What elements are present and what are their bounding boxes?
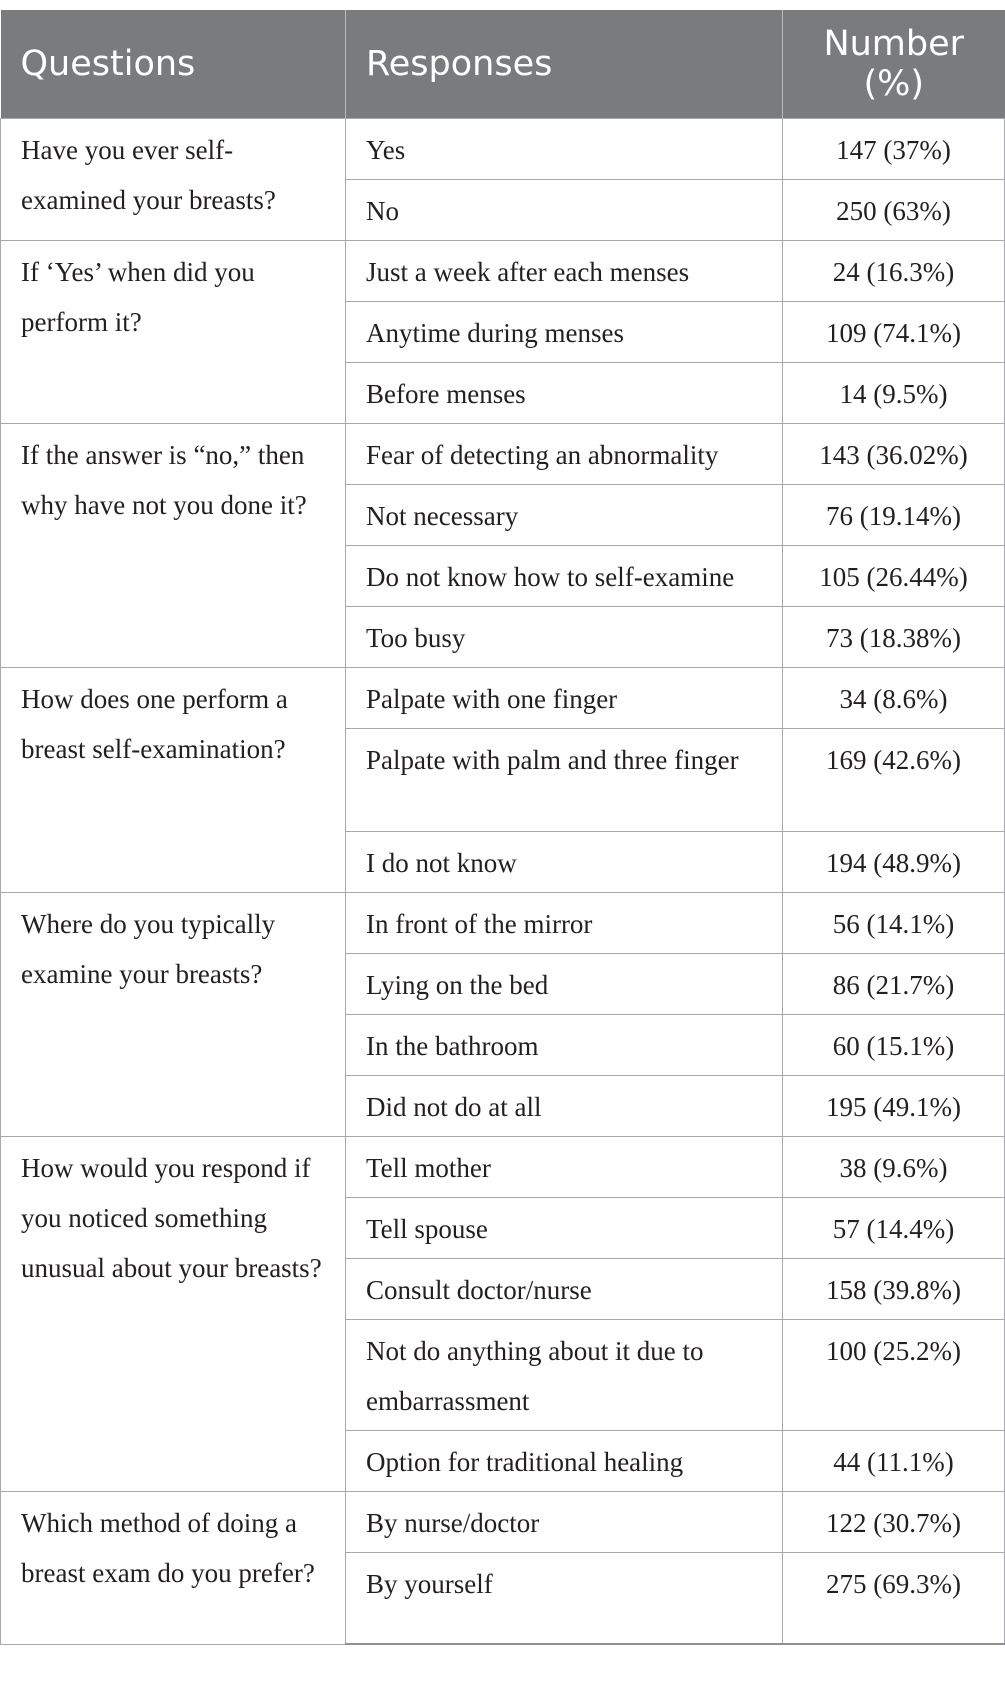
number-cell: 158 (39.8%): [783, 1258, 1005, 1319]
number-cell: 194 (48.9%): [783, 831, 1005, 892]
response-cell: Fear of detecting an abnormality: [346, 423, 783, 484]
response-cell: Lying on the bed: [346, 953, 783, 1014]
response-cell: Not necessary: [346, 484, 783, 545]
table-row: [1, 118, 1005, 179]
table-row: [1, 892, 1005, 953]
number-cell: 44 (11.1%): [783, 1430, 1005, 1491]
question-cell: How does one perform a breast self-examination?: [1, 667, 346, 892]
response-cell: Palpate with one finger: [346, 667, 783, 728]
question-cell: Which method of doing a breast exam do you prefer?: [1, 1491, 346, 1644]
number-cell: 275 (69.3%): [783, 1552, 1005, 1644]
response-cell: Before menses: [346, 362, 783, 423]
number-cell: 60 (15.1%): [783, 1014, 1005, 1075]
table-header: [1, 10, 1005, 118]
question-cell: If ‘Yes’ when did you perform it?: [1, 240, 346, 423]
response-cell: Yes: [346, 118, 783, 179]
number-cell: 195 (49.1%): [783, 1075, 1005, 1136]
number-cell: 143 (36.02%): [783, 423, 1005, 484]
question-cell: Have you ever self-examined your breasts?: [1, 118, 346, 240]
table-row: [1, 1136, 1005, 1197]
response-cell: Did not do at all: [346, 1075, 783, 1136]
response-cell: Anytime during menses: [346, 301, 783, 362]
number-cell: 76 (19.14%): [783, 484, 1005, 545]
table-body: [1, 118, 1005, 1644]
number-cell: 56 (14.1%): [783, 892, 1005, 953]
number-cell: 24 (16.3%): [783, 240, 1005, 301]
response-cell: Tell mother: [346, 1136, 783, 1197]
header-responses: Responses: [346, 10, 783, 118]
response-cell: Tell spouse: [346, 1197, 783, 1258]
response-cell: Just a week after each menses: [346, 240, 783, 301]
table-row: [1, 240, 1005, 301]
table-row: [1, 423, 1005, 484]
number-cell: 34 (8.6%): [783, 667, 1005, 728]
question-cell: If the answer is “no,” then why have not you done it?: [1, 423, 346, 667]
response-cell: By nurse/doctor: [346, 1491, 783, 1552]
response-cell: In the bathroom: [346, 1014, 783, 1075]
response-cell: Consult doctor/nurse: [346, 1258, 783, 1319]
response-cell: No: [346, 179, 783, 240]
number-cell: 57 (14.4%): [783, 1197, 1005, 1258]
header-number: Number (%): [783, 10, 1005, 118]
header-questions: Questions: [1, 10, 346, 118]
response-cell: Not do anything about it due to embarrassment: [346, 1319, 783, 1430]
number-cell: 147 (37%): [783, 118, 1005, 179]
number-cell: 38 (9.6%): [783, 1136, 1005, 1197]
question-cell: How would you respond if you noticed something unusual about your breasts?: [1, 1136, 346, 1491]
response-cell: Too busy: [346, 606, 783, 667]
response-cell: I do not know: [346, 831, 783, 892]
response-cell: Do not know how to self-examine: [346, 545, 783, 606]
number-cell: 169 (42.6%): [783, 728, 1005, 831]
number-cell: 14 (9.5%): [783, 362, 1005, 423]
table-row: [1, 1491, 1005, 1552]
survey-table: [0, 10, 1005, 1645]
number-cell: 105 (26.44%): [783, 545, 1005, 606]
response-cell: Palpate with palm and three finger: [346, 728, 783, 831]
table-row: [1, 667, 1005, 728]
question-cell: Where do you typically examine your breasts?: [1, 892, 346, 1136]
number-cell: 73 (18.38%): [783, 606, 1005, 667]
number-cell: 100 (25.2%): [783, 1319, 1005, 1430]
number-cell: 122 (30.7%): [783, 1491, 1005, 1552]
number-cell: 109 (74.1%): [783, 301, 1005, 362]
response-cell: In front of the mirror: [346, 892, 783, 953]
number-cell: 86 (21.7%): [783, 953, 1005, 1014]
response-cell: Option for traditional healing: [346, 1430, 783, 1491]
response-cell: By yourself: [346, 1552, 783, 1644]
number-cell: 250 (63%): [783, 179, 1005, 240]
